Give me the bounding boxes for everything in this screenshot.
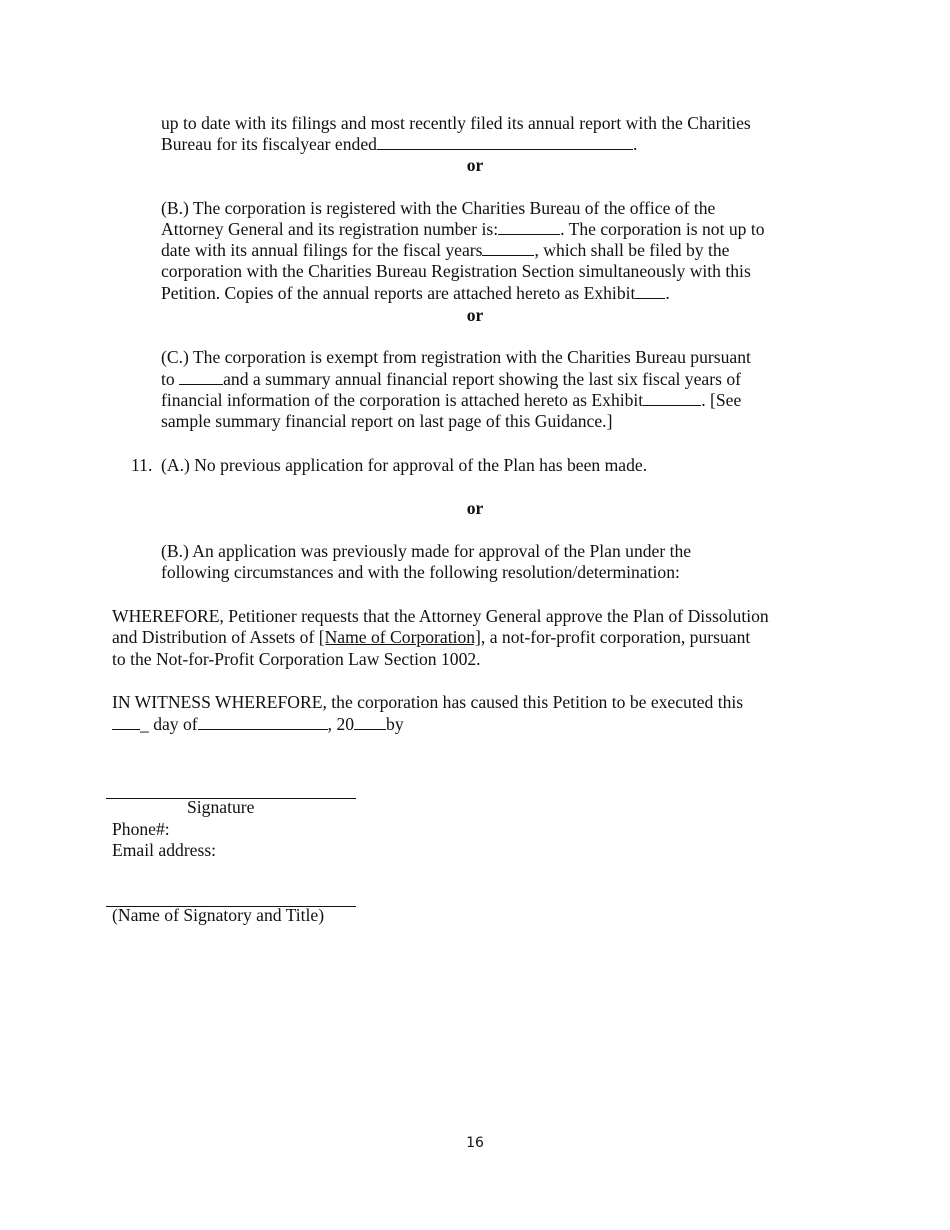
or-separator: or bbox=[466, 498, 484, 518]
para10-cont-line2: Bureau for its fiscalyear ended . bbox=[161, 134, 638, 154]
para10-b-line3: date with its annual filings for the fiscal years , which shall be filed by the bbox=[161, 240, 730, 260]
phone-label: Phone#: bbox=[112, 819, 170, 839]
para10-c-line3: financial information of the corporation is attached hereto as Exhibit . [See bbox=[161, 390, 742, 410]
witness-line2: _ day of , 20 by bbox=[112, 714, 404, 736]
or-separator: or bbox=[466, 305, 484, 325]
para10-b-line2: Attorney General and its registration number is: . The corporation is not up to bbox=[161, 219, 765, 239]
fiscal-year-ended-field[interactable] bbox=[377, 134, 633, 150]
or-separator: or bbox=[466, 155, 484, 175]
item11-number: 11. bbox=[131, 455, 153, 475]
para10-b-line5: Petition. Copies of the annual reports are attached hereto as Exhibit . bbox=[161, 283, 670, 303]
para10-b-line1: (B.) The corporation is registered with the Charities Bureau of the office of the bbox=[161, 198, 716, 218]
fiscal-years-field[interactable] bbox=[482, 240, 534, 256]
item11-a: (A.) No previous application for approval of the Plan has been made. bbox=[161, 455, 648, 475]
corporation-name-placeholder: [Name of Corporation] bbox=[318, 627, 481, 647]
para10-c-line4: sample summary financial report on last page of this Guidance.] bbox=[161, 411, 613, 431]
exhibit-b-field[interactable] bbox=[635, 283, 665, 299]
para10-c-line2: to and a summary annual financial report showing the last six fiscal years of bbox=[161, 369, 741, 389]
witness-line1: IN WITNESS WHEREFORE, the corporation has caused this Petition to be executed this bbox=[112, 692, 744, 712]
registration-number-field[interactable] bbox=[498, 219, 560, 235]
para10-c-line1: (C.) The corporation is exempt from registration with the Charities Bureau pursuant bbox=[161, 347, 751, 367]
day-field[interactable] bbox=[112, 714, 140, 730]
para10-cont-line1: up to date with its filings and most recently filed its annual report with the Charities bbox=[161, 113, 751, 133]
email-label: Email address: bbox=[112, 840, 217, 860]
item11-b-line1: (B.) An application was previously made for approval of the Plan under the bbox=[161, 541, 692, 561]
exemption-statute-field[interactable] bbox=[179, 369, 223, 385]
wherefore-line3: to the Not-for-Profit Corporation Law Section 1002. bbox=[112, 649, 481, 669]
year-field[interactable] bbox=[354, 714, 386, 730]
page-number: 16 bbox=[466, 1135, 484, 1151]
item11-b-line2: following circumstances and with the following resolution/determination: bbox=[161, 562, 680, 582]
wherefore-line1: WHEREFORE, Petitioner requests that the Attorney General approve the Plan of Dissolution bbox=[112, 606, 769, 626]
para10-b-line4: corporation with the Charities Bureau Registration Section simultaneously with this bbox=[161, 261, 751, 281]
signature-label: Signature bbox=[187, 797, 255, 817]
wherefore-line2: and Distribution of Assets of [Name of Corporation], a not-for-profit corporation, pursuant bbox=[112, 627, 751, 647]
exhibit-c-field[interactable] bbox=[643, 390, 701, 406]
name-title-label: (Name of Signatory and Title) bbox=[112, 905, 325, 925]
month-field[interactable] bbox=[198, 714, 328, 730]
